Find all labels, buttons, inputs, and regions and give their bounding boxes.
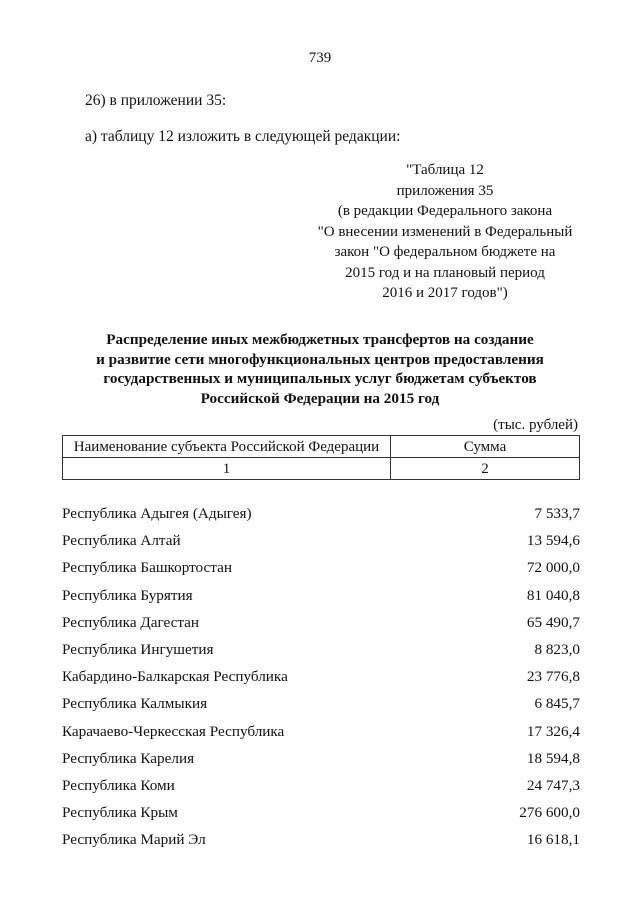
table-row xyxy=(62,612,580,639)
amount-value: 18 594,8 xyxy=(526,749,580,767)
table-row xyxy=(62,775,580,802)
title-line: и развитие сети многофункциональных центров предоставления xyxy=(96,350,544,368)
amount-value: 17 326,4 xyxy=(526,722,580,740)
amount-value: 13 594,6 xyxy=(526,532,580,550)
amount-value: 6 845,7 xyxy=(534,695,580,713)
column-number-row xyxy=(63,458,580,480)
table-row xyxy=(62,503,580,530)
header-row xyxy=(63,436,580,458)
reference-line: (в редакции Федерального закона xyxy=(337,203,553,219)
amount-value: 276 600,0 xyxy=(519,804,580,822)
table-row xyxy=(62,693,580,720)
table-row xyxy=(62,748,580,775)
reference-line: "Таблица 12 xyxy=(406,162,484,178)
amount-value: 72 000,0 xyxy=(526,559,580,577)
region-name: Республика Карелия xyxy=(62,749,195,767)
page-number: 739 xyxy=(308,50,332,66)
column-header-name: Наименование субъекта Российской Федерации xyxy=(63,436,391,458)
paragraph-item-a: а) таблицу 12 изложить в следующей редакции: xyxy=(85,128,401,145)
title-line: Российской Федерации на 2015 год xyxy=(200,389,440,407)
region-name: Республика Ингушетия xyxy=(62,640,214,658)
column-number-1: 1 xyxy=(63,458,391,480)
table-header xyxy=(62,435,580,480)
title-line: Распределение иных межбюджетных трансфертов на создание xyxy=(106,331,534,348)
table-row xyxy=(62,585,580,612)
table-row xyxy=(62,557,580,584)
amount-value: 8 823,0 xyxy=(534,640,580,658)
table-row xyxy=(62,530,580,557)
region-name: Республика Алтай xyxy=(62,532,181,550)
amount-value: 7 533,7 xyxy=(534,505,580,522)
reference-line: "О внесении изменений в Федеральный xyxy=(317,223,573,240)
table-row xyxy=(62,802,580,829)
region-name: Республика Калмыкия xyxy=(62,695,208,713)
reference-line: приложения 35 xyxy=(396,182,494,199)
reference-line: 2016 и 2017 годов") xyxy=(382,285,508,301)
amount-value: 24 747,3 xyxy=(526,776,580,794)
table-row xyxy=(62,666,580,693)
region-name: Республика Марий Эл xyxy=(62,831,206,849)
amount-value: 65 490,7 xyxy=(526,613,580,631)
region-name: Республика Дагестан xyxy=(62,613,200,631)
region-name: Республика Крым xyxy=(62,804,178,822)
amount-value: 81 040,8 xyxy=(526,586,580,604)
column-header-amount: Сумма xyxy=(391,436,580,458)
region-name: Республика Адыгея (Адыгея) xyxy=(62,505,252,522)
table-row xyxy=(62,639,580,666)
table-body xyxy=(62,503,580,856)
title-line: государственных и муниципальных услуг бюджетам субъектов xyxy=(103,370,537,387)
table-row xyxy=(62,829,580,856)
region-name: Карачаево-Черкесская Республика xyxy=(62,722,285,740)
reference-line: 2015 год и на плановый период xyxy=(345,264,545,281)
units-label: (тыс. рублей) xyxy=(493,417,578,433)
table-row xyxy=(62,721,580,748)
amount-value: 16 618,1 xyxy=(526,831,580,849)
region-name: Республика Бурятия xyxy=(62,586,193,604)
region-name: Республика Башкортостан xyxy=(62,559,232,577)
table-reference-block xyxy=(300,160,590,304)
reference-line: закон "О федеральном бюджете на xyxy=(334,244,556,260)
paragraph-item-26: 26) в приложении 35: xyxy=(85,92,227,109)
region-name: Республика Коми xyxy=(62,776,175,794)
amount-value: 23 776,8 xyxy=(526,668,580,686)
column-number-2: 2 xyxy=(391,458,580,480)
region-name: Кабардино-Балкарская Республика xyxy=(62,668,288,686)
document-title xyxy=(60,330,580,408)
